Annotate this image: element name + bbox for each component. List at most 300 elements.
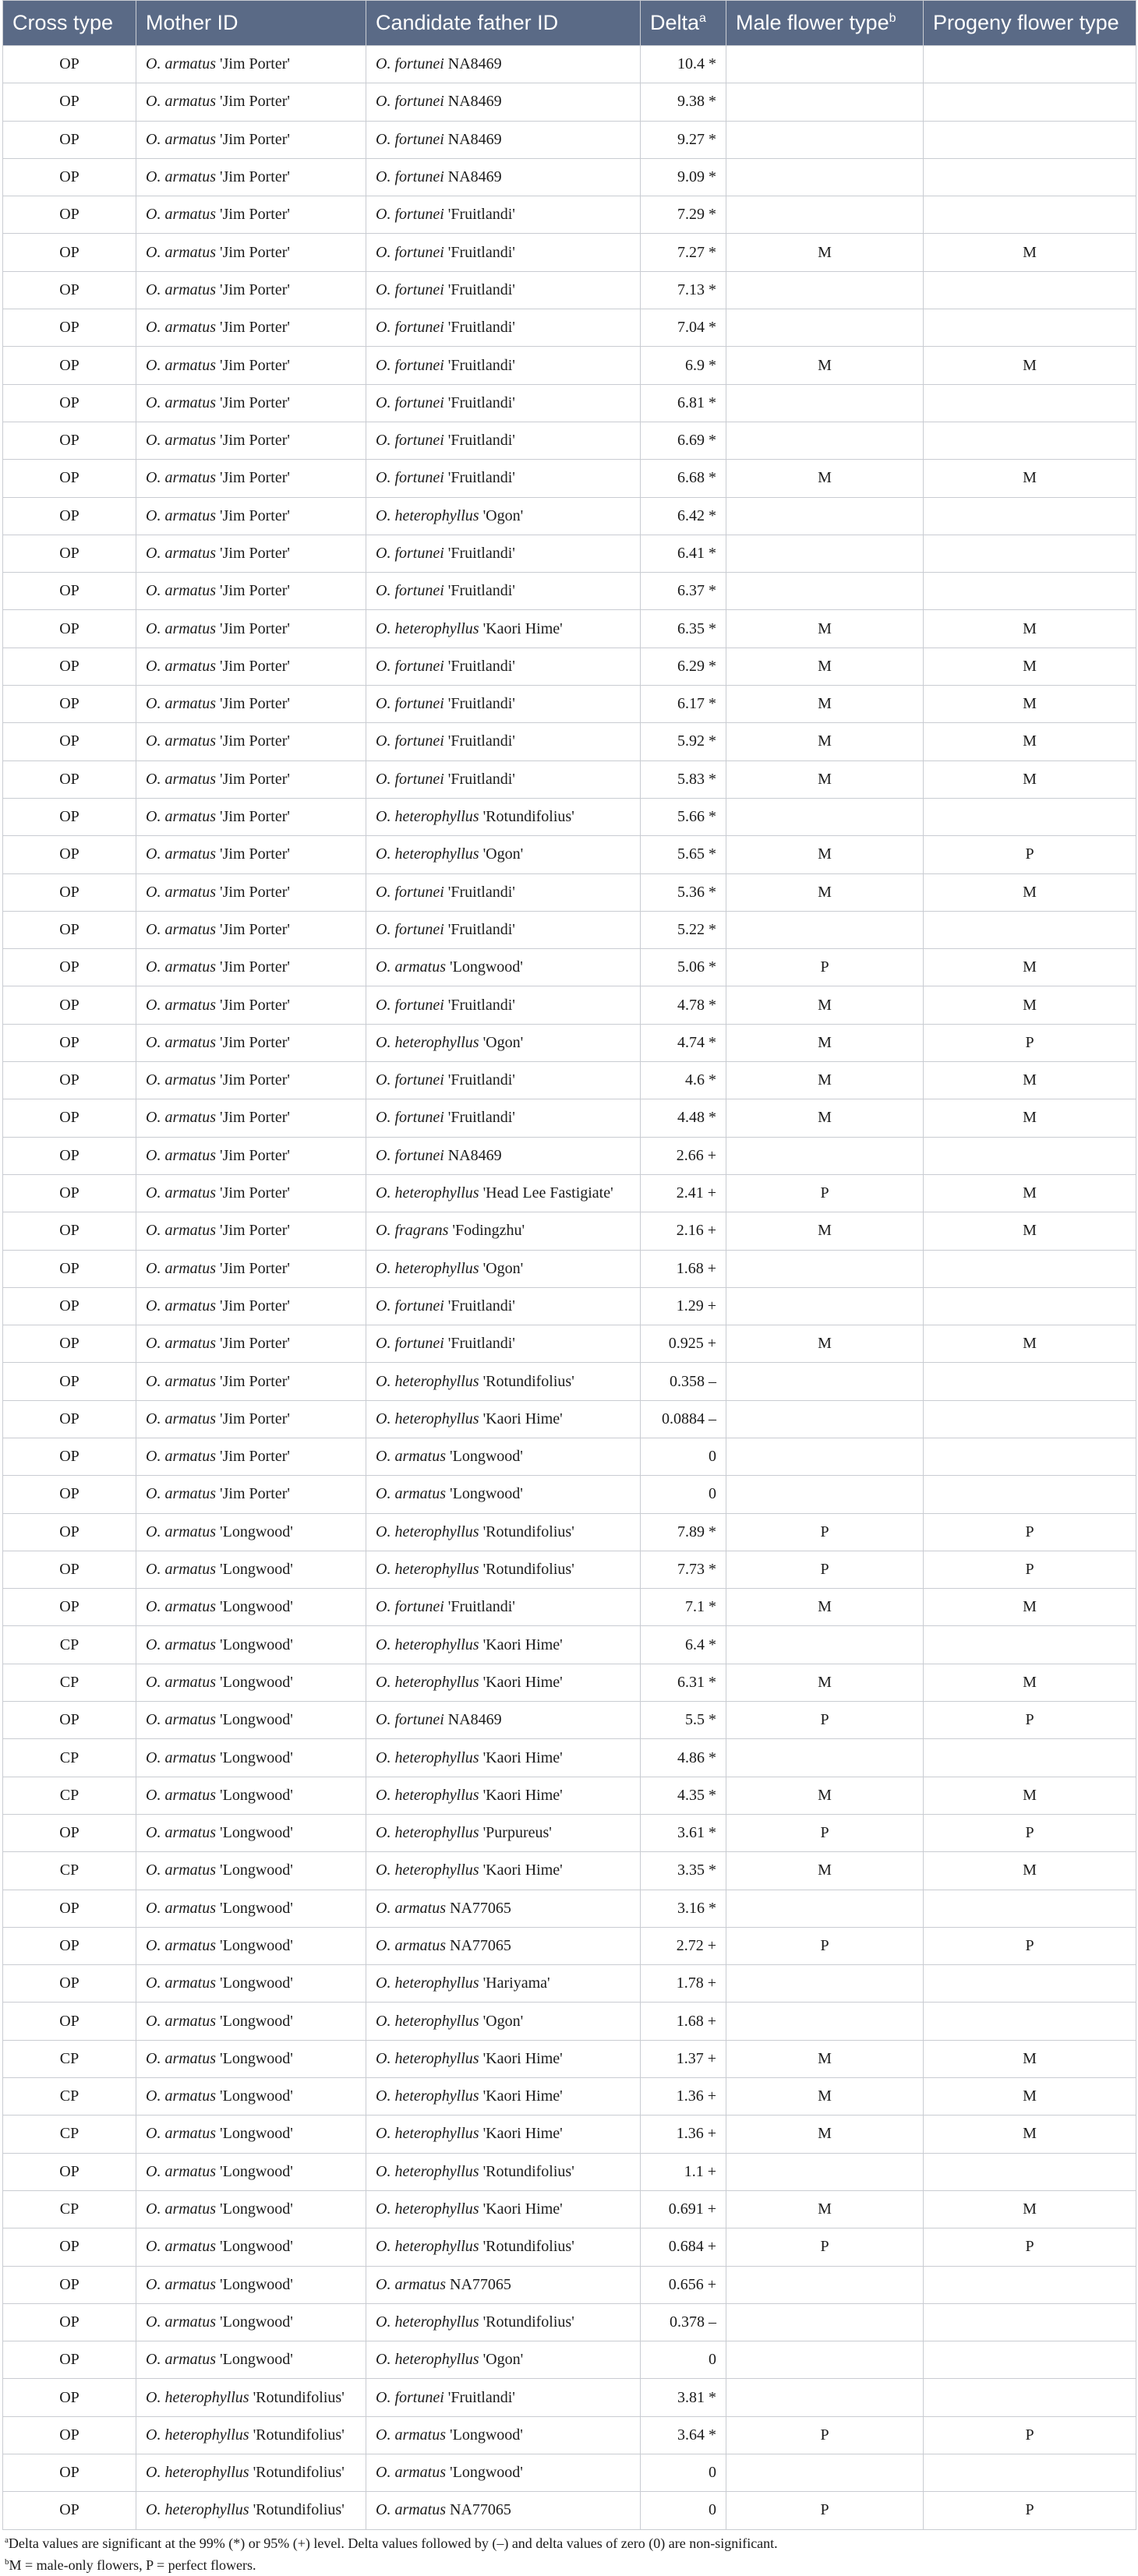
father-species: O. armatus	[376, 1899, 447, 1917]
mother-id-cell	[136, 384, 366, 422]
table-row	[3, 347, 1136, 384]
cross-type-cell: OP	[3, 723, 136, 760]
father-species: O. heterophyllus	[376, 2125, 479, 2143]
father-species: O. heterophyllus	[376, 1824, 479, 1842]
footnote-b	[5, 2553, 778, 2574]
mother-id-cell	[136, 158, 366, 196]
father-id-cell	[366, 309, 641, 347]
cross-type-cell: OP	[3, 873, 136, 911]
progeny-flower-type-cell	[924, 2303, 1136, 2341]
progeny-flower-type-cell	[924, 309, 1136, 347]
father-species: O. fortunei	[376, 545, 444, 562]
father-id-cell	[366, 535, 641, 572]
male-flower-type-cell	[726, 1137, 924, 1174]
table-row	[3, 2078, 1136, 2115]
mother-id-cell	[136, 1212, 366, 1250]
progeny-flower-type-cell: P	[924, 1024, 1136, 1061]
cross-type-cell: OP	[3, 1062, 136, 1099]
table-row	[3, 2379, 1136, 2416]
father-species: O. fortunei	[376, 168, 444, 186]
father-id-cell	[366, 2416, 641, 2454]
father-cultivar: 'Rotundifolius'	[482, 2313, 574, 2331]
delta-cell: 3.81 *	[641, 2379, 726, 2416]
father-species: O. fortunei	[376, 1711, 444, 1729]
father-cultivar: 'Ogon'	[482, 1259, 524, 1277]
table-row	[3, 1400, 1136, 1438]
header-male-flower-label: Male flower type	[736, 11, 889, 34]
father-cultivar: 'Rotundifolius'	[482, 1523, 574, 1540]
progeny-flower-type-cell	[924, 2003, 1136, 2040]
father-species: O. heterophyllus	[376, 1636, 479, 1653]
male-flower-type-cell	[726, 384, 924, 422]
father-cultivar: 'Fruitlandi'	[447, 1297, 515, 1314]
mother-cultivar: 'Longwood'	[220, 1561, 293, 1579]
table-row	[3, 648, 1136, 685]
mother-species: O. armatus	[146, 1335, 217, 1353]
male-flower-type-cell	[726, 46, 924, 83]
mother-cultivar: 'Longwood'	[220, 1936, 293, 1954]
male-flower-type-cell	[726, 2303, 924, 2341]
male-flower-type-cell	[726, 497, 924, 535]
progeny-flower-type-cell	[924, 1965, 1136, 2003]
progeny-flower-type-cell: P	[924, 1551, 1136, 1588]
mother-cultivar: 'Jim Porter'	[220, 319, 290, 337]
header-delta-label: Delta	[650, 11, 700, 34]
table-row	[3, 2416, 1136, 2454]
progeny-flower-type-cell	[924, 83, 1136, 121]
mother-species: O. armatus	[146, 1071, 217, 1089]
progeny-flower-type-cell	[924, 1438, 1136, 1475]
mother-id-cell	[136, 1438, 366, 1475]
father-species: O. armatus	[376, 958, 447, 976]
father-id-cell	[366, 1814, 641, 1851]
mother-cultivar: 'Jim Porter'	[220, 1222, 290, 1240]
mother-id-cell	[136, 1476, 366, 1513]
mother-id-cell	[136, 121, 366, 158]
father-id-cell	[366, 234, 641, 271]
table-row	[3, 836, 1136, 873]
father-cultivar: 'Longwood'	[450, 1485, 523, 1503]
mother-cultivar: 'Jim Porter'	[220, 55, 290, 73]
mother-species: O. armatus	[146, 808, 217, 826]
male-flower-type-cell	[726, 911, 924, 948]
male-flower-type-cell: M	[726, 2040, 924, 2077]
father-cultivar: NA77065	[450, 2501, 511, 2519]
mother-cultivar: 'Longwood'	[220, 2200, 293, 2218]
delta-cell: 0	[641, 2454, 726, 2492]
mother-cultivar: 'Jim Porter'	[220, 695, 290, 713]
father-id-cell	[366, 83, 641, 121]
father-cultivar: NA77065	[450, 1899, 511, 1917]
table-row	[3, 873, 1136, 911]
mother-id-cell	[136, 83, 366, 121]
mother-species: O. armatus	[146, 1109, 217, 1127]
table-row	[3, 2190, 1136, 2228]
mother-cultivar: 'Longwood'	[220, 1749, 293, 1766]
progeny-flower-type-cell: P	[924, 1702, 1136, 1739]
table-row	[3, 2341, 1136, 2379]
mother-cultivar: 'Jim Porter'	[220, 958, 290, 976]
mother-species: O. armatus	[146, 1824, 217, 1842]
progeny-flower-type-cell	[924, 497, 1136, 535]
table-row	[3, 1965, 1136, 2003]
mother-id-cell	[136, 1890, 366, 1927]
male-flower-type-cell	[726, 196, 924, 234]
father-cultivar: NA8469	[447, 168, 502, 186]
footnote-a-text: Delta values are significant at the 99% (*) or 95% (+) level. Delta values followed by (–) and delta values of zero (0) are non-significant.	[8, 2535, 778, 2551]
mother-species: O. armatus	[146, 1598, 217, 1616]
father-cultivar: 'Fruitlandi'	[447, 393, 515, 411]
male-flower-type-cell	[726, 422, 924, 459]
father-species: O. heterophyllus	[376, 1259, 479, 1277]
mother-id-cell	[136, 1325, 366, 1363]
mother-species: O. armatus	[146, 545, 217, 562]
delta-cell: 6.31 *	[641, 1664, 726, 1701]
father-id-cell	[366, 46, 641, 83]
father-id-cell	[366, 2115, 641, 2153]
cross-type-cell: OP	[3, 2266, 136, 2303]
father-id-cell	[366, 648, 641, 685]
mother-id-cell	[136, 836, 366, 873]
mother-cultivar: 'Jim Porter'	[220, 1448, 290, 1466]
mother-id-cell	[136, 986, 366, 1024]
mother-id-cell	[136, 2228, 366, 2266]
delta-cell: 0	[641, 1438, 726, 1475]
male-flower-type-cell: P	[726, 2492, 924, 2529]
cross-type-cell: OP	[3, 2492, 136, 2529]
mother-id-cell	[136, 1626, 366, 1664]
cross-type-cell: CP	[3, 2115, 136, 2153]
mother-species: O. armatus	[146, 93, 217, 111]
progeny-flower-type-cell: M	[924, 1589, 1136, 1626]
delta-cell: 5.65 *	[641, 836, 726, 873]
mother-cultivar: 'Jim Porter'	[220, 545, 290, 562]
mother-id-cell	[136, 2040, 366, 2077]
mother-species: O. armatus	[146, 2351, 217, 2369]
father-species: O. heterophyllus	[376, 2049, 479, 2067]
cross-type-cell: OP	[3, 648, 136, 685]
father-species: O. heterophyllus	[376, 845, 479, 863]
table-row	[3, 234, 1136, 271]
father-species: O. fragrans	[376, 1222, 449, 1240]
father-species: O. fortunei	[376, 469, 444, 487]
table-row	[3, 535, 1136, 572]
mother-id-cell	[136, 1814, 366, 1851]
father-cultivar: 'Fruitlandi'	[447, 356, 515, 374]
father-cultivar: 'Fruitlandi'	[447, 2388, 515, 2406]
male-flower-type-cell	[726, 158, 924, 196]
mother-species: O. armatus	[146, 1184, 217, 1202]
male-flower-type-cell: P	[726, 1814, 924, 1851]
father-id-cell	[366, 2341, 641, 2379]
mother-id-cell	[136, 46, 366, 83]
mother-cultivar: 'Jim Porter'	[220, 845, 290, 863]
father-cultivar: 'Longwood'	[450, 2464, 523, 2482]
male-flower-type-cell: M	[726, 1024, 924, 1061]
table-row	[3, 911, 1136, 948]
mother-species: O. armatus	[146, 1410, 217, 1427]
male-flower-type-cell	[726, 798, 924, 835]
mother-species: O. armatus	[146, 1523, 217, 1540]
father-species: O. heterophyllus	[376, 808, 479, 826]
progeny-flower-type-cell: M	[924, 1099, 1136, 1137]
progeny-flower-type-cell: P	[924, 2492, 1136, 2529]
progeny-flower-type-cell: P	[924, 1927, 1136, 1964]
father-species: O. fortunei	[376, 1297, 444, 1314]
male-flower-type-cell	[726, 1363, 924, 1400]
progeny-flower-type-cell: M	[924, 1852, 1136, 1890]
delta-cell: 1.36 +	[641, 2078, 726, 2115]
progeny-flower-type-cell	[924, 1137, 1136, 1174]
cross-type-cell: CP	[3, 1664, 136, 1701]
delta-cell: 9.09 *	[641, 158, 726, 196]
mother-species: O. heterophyllus	[146, 2388, 249, 2406]
mother-cultivar: 'Longwood'	[220, 1786, 293, 1804]
table-row	[3, 986, 1136, 1024]
father-cultivar: 'Rotundifolius'	[482, 1372, 574, 1390]
progeny-flower-type-cell: P	[924, 1513, 1136, 1551]
cross-type-cell: OP	[3, 121, 136, 158]
mother-cultivar: 'Longwood'	[220, 1824, 293, 1842]
father-cultivar: 'Fodingzhu'	[452, 1222, 525, 1240]
delta-cell: 6.4 *	[641, 1626, 726, 1664]
mother-species: O. armatus	[146, 732, 217, 750]
footnote-b-text: M = male-only flowers, P = perfect flowers.	[9, 2557, 256, 2573]
cross-type-cell: OP	[3, 1814, 136, 1851]
father-id-cell	[366, 1927, 641, 1964]
delta-cell: 1.1 +	[641, 2153, 726, 2190]
progeny-flower-type-cell	[924, 196, 1136, 234]
delta-cell: 6.69 *	[641, 422, 726, 459]
cross-type-cell: OP	[3, 271, 136, 309]
father-species: O. fortunei	[376, 206, 444, 224]
delta-cell: 0	[641, 2492, 726, 2529]
mother-species: O. armatus	[146, 883, 217, 901]
male-flower-type-cell	[726, 121, 924, 158]
header-cross-type: Cross type	[3, 1, 136, 46]
delta-cell: 0.0884 –	[641, 1400, 726, 1438]
male-flower-type-cell	[726, 309, 924, 347]
header-delta-footnote-mark: a	[699, 12, 706, 25]
mother-cultivar: 'Jim Porter'	[220, 1372, 290, 1390]
table-row	[3, 949, 1136, 986]
delta-cell: 5.36 *	[641, 873, 726, 911]
mother-species: O. armatus	[146, 1033, 217, 1051]
father-species: O. fortunei	[376, 1598, 444, 1616]
table-row	[3, 1852, 1136, 1890]
mother-species: O. armatus	[146, 2275, 217, 2293]
mother-id-cell	[136, 648, 366, 685]
cross-type-cell: OP	[3, 2416, 136, 2454]
father-id-cell	[366, 949, 641, 986]
cross-type-cell: OP	[3, 1024, 136, 1061]
male-flower-type-cell: M	[726, 648, 924, 685]
father-id-cell	[366, 1099, 641, 1137]
mother-cultivar: 'Jim Porter'	[220, 657, 290, 675]
mother-id-cell	[136, 2115, 366, 2153]
male-flower-type-cell: M	[726, 836, 924, 873]
delta-cell: 4.78 *	[641, 986, 726, 1024]
progeny-flower-type-cell	[924, 2266, 1136, 2303]
father-cultivar: 'Fruitlandi'	[447, 206, 515, 224]
mother-cultivar: 'Jim Porter'	[220, 808, 290, 826]
father-id-cell	[366, 760, 641, 798]
cross-type-cell: OP	[3, 460, 136, 497]
male-flower-type-cell	[726, 2379, 924, 2416]
father-species: O. armatus	[376, 2464, 447, 2482]
mother-cultivar: 'Jim Porter'	[220, 619, 290, 637]
mother-species: O. heterophyllus	[146, 2501, 249, 2519]
mother-cultivar: 'Jim Porter'	[220, 996, 290, 1014]
mother-cultivar: 'Longwood'	[220, 2087, 293, 2105]
table-row	[3, 723, 1136, 760]
father-cultivar: 'Fruitlandi'	[447, 1335, 515, 1353]
mother-cultivar: 'Jim Porter'	[220, 1259, 290, 1277]
delta-cell: 4.74 *	[641, 1024, 726, 1061]
male-flower-type-cell: P	[726, 949, 924, 986]
cross-type-cell: OP	[3, 309, 136, 347]
father-id-cell	[366, 1287, 641, 1325]
father-species: O. fortunei	[376, 883, 444, 901]
mother-id-cell	[136, 686, 366, 723]
father-id-cell	[366, 384, 641, 422]
mother-id-cell	[136, 1363, 366, 1400]
delta-cell: 7.73 *	[641, 1551, 726, 1588]
table-row	[3, 309, 1136, 347]
delta-cell: 6.81 *	[641, 384, 726, 422]
mother-cultivar: 'Jim Porter'	[220, 920, 290, 938]
delta-cell: 6.41 *	[641, 535, 726, 572]
progeny-flower-type-cell: M	[924, 1325, 1136, 1363]
male-flower-type-cell	[726, 1287, 924, 1325]
cross-type-cell: OP	[3, 83, 136, 121]
mother-id-cell	[136, 1664, 366, 1701]
father-cultivar: 'Fruitlandi'	[447, 1598, 515, 1616]
table-row	[3, 460, 1136, 497]
father-id-cell	[366, 911, 641, 948]
mother-id-cell	[136, 610, 366, 648]
male-flower-type-cell: M	[726, 234, 924, 271]
delta-cell: 6.9 *	[641, 347, 726, 384]
mother-id-cell	[136, 1702, 366, 1739]
delta-cell: 7.04 *	[641, 309, 726, 347]
table-row	[3, 2040, 1136, 2077]
table-row	[3, 497, 1136, 535]
mother-species: O. armatus	[146, 356, 217, 374]
mother-id-cell	[136, 1024, 366, 1061]
delta-cell: 6.37 *	[641, 573, 726, 610]
delta-cell: 3.35 *	[641, 1852, 726, 1890]
father-id-cell	[366, 1363, 641, 1400]
father-cultivar: 'Rotundifolius'	[482, 2162, 574, 2180]
progeny-flower-type-cell: M	[924, 723, 1136, 760]
father-id-cell	[366, 497, 641, 535]
progeny-flower-type-cell: M	[924, 2040, 1136, 2077]
delta-cell: 5.83 *	[641, 760, 726, 798]
progeny-flower-type-cell: M	[924, 610, 1136, 648]
delta-cell: 1.68 +	[641, 2003, 726, 2040]
progeny-flower-type-cell: M	[924, 1664, 1136, 1701]
male-flower-type-cell: P	[726, 1702, 924, 1739]
father-species: O. fortunei	[376, 281, 444, 298]
male-flower-type-cell	[726, 271, 924, 309]
male-flower-type-cell: M	[726, 1589, 924, 1626]
mother-species: O. heterophyllus	[146, 2464, 249, 2482]
mother-species: O. armatus	[146, 1673, 217, 1691]
father-id-cell	[366, 1551, 641, 1588]
cross-type-cell: OP	[3, 760, 136, 798]
mother-id-cell	[136, 2303, 366, 2341]
father-id-cell	[366, 610, 641, 648]
table-row	[3, 1927, 1136, 1964]
table-row	[3, 1137, 1136, 1174]
father-species: O. heterophyllus	[376, 2313, 479, 2331]
progeny-flower-type-cell: M	[924, 686, 1136, 723]
progeny-flower-type-cell	[924, 1287, 1136, 1325]
father-species: O. fortunei	[376, 996, 444, 1014]
father-species: O. heterophyllus	[376, 1523, 479, 1540]
delta-cell: 7.13 *	[641, 271, 726, 309]
cross-type-cell: CP	[3, 2040, 136, 2077]
delta-cell: 1.29 +	[641, 1287, 726, 1325]
cross-type-cell: OP	[3, 1099, 136, 1137]
header-row	[3, 1, 1136, 46]
mother-cultivar: 'Rotundifolius'	[253, 2501, 345, 2519]
male-flower-type-cell	[726, 83, 924, 121]
father-species: O. heterophyllus	[376, 1184, 479, 1202]
mother-cultivar: 'Jim Porter'	[220, 770, 290, 788]
mother-id-cell	[136, 2190, 366, 2228]
mother-cultivar: 'Jim Porter'	[220, 206, 290, 224]
mother-id-cell	[136, 760, 366, 798]
father-cultivar: NA77065	[450, 1936, 511, 1954]
male-flower-type-cell	[726, 1739, 924, 1777]
mother-id-cell	[136, 309, 366, 347]
delta-cell: 2.72 +	[641, 1927, 726, 1964]
cross-type-cell: OP	[3, 2454, 136, 2492]
father-id-cell	[366, 1890, 641, 1927]
cross-type-cell: OP	[3, 1513, 136, 1551]
father-species: O. fortunei	[376, 1109, 444, 1127]
male-flower-type-cell: M	[726, 686, 924, 723]
delta-cell: 2.41 +	[641, 1174, 726, 1212]
delta-cell: 9.27 *	[641, 121, 726, 158]
father-species: O. heterophyllus	[376, 1786, 479, 1804]
cross-type-cell: OP	[3, 1212, 136, 1250]
mother-species: O. armatus	[146, 2313, 217, 2331]
mother-species: O. armatus	[146, 469, 217, 487]
mother-species: O. armatus	[146, 2012, 217, 2030]
father-species: O. heterophyllus	[376, 2238, 479, 2256]
table-row	[3, 2228, 1136, 2266]
progeny-flower-type-cell: M	[924, 347, 1136, 384]
progeny-flower-type-cell	[924, 422, 1136, 459]
mother-id-cell	[136, 2341, 366, 2379]
mother-id-cell	[136, 271, 366, 309]
father-cultivar: NA8469	[447, 1711, 502, 1729]
progeny-flower-type-cell	[924, 1476, 1136, 1513]
male-flower-type-cell: M	[726, 1099, 924, 1137]
delta-cell: 9.38 *	[641, 83, 726, 121]
mother-cultivar: 'Longwood'	[220, 2275, 293, 2293]
mother-id-cell	[136, 2153, 366, 2190]
progeny-flower-type-cell	[924, 2454, 1136, 2492]
mother-cultivar: 'Jim Porter'	[220, 1335, 290, 1353]
male-flower-type-cell: P	[726, 1927, 924, 1964]
cross-type-cell: OP	[3, 1137, 136, 1174]
delta-cell: 0.656 +	[641, 2266, 726, 2303]
mother-species: O. armatus	[146, 2049, 217, 2067]
